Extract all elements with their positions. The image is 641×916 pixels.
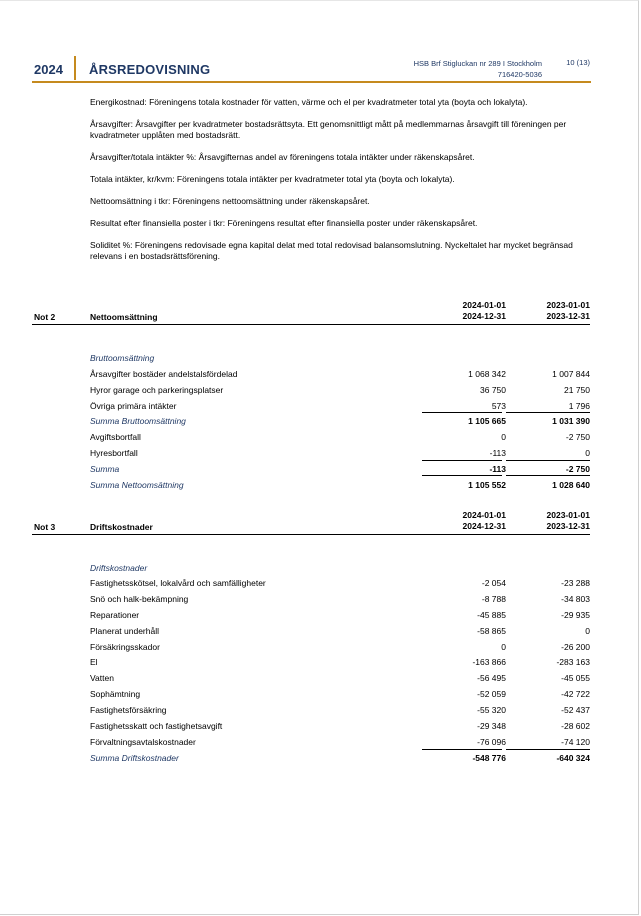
period-from: 2023-01-01 bbox=[546, 300, 590, 310]
table-row bbox=[90, 368, 590, 380]
note-2-period-2023 bbox=[510, 300, 590, 322]
header-organization bbox=[414, 58, 542, 80]
period-to: 2024-12-31 bbox=[462, 521, 506, 531]
note-3-operating-costs bbox=[32, 508, 590, 763]
period-from: 2024-01-01 bbox=[462, 510, 506, 520]
row-label: El bbox=[90, 657, 98, 667]
definition-annual-fees: Årsavgifter: Årsavgifter per kvadratmeter bostadsrättsyta. Ett genomsnittligt mått på medlemmarnas årsavgift till föreningen per kvadratmeter upplåten med bostadsrätt. bbox=[90, 119, 567, 140]
sum-rule bbox=[422, 460, 502, 461]
value-2023: 0 bbox=[585, 626, 590, 636]
definition-total-income: Totala intäkter, kr/kvm: Föreningens totala intäkter per kvadratmeter total yta (boyta och lokalyta). bbox=[90, 174, 455, 184]
period-to: 2023-12-31 bbox=[546, 311, 590, 321]
definition-fees-share: Årsavgifter/totala intäkter %: Årsavgifternas andel av föreningens totala intäkter under räkenskapsåret. bbox=[90, 152, 475, 162]
table-row bbox=[90, 704, 590, 716]
table-row-sum bbox=[90, 415, 590, 427]
note-2-section-label bbox=[90, 352, 590, 364]
table-row bbox=[90, 431, 590, 443]
note-3-period-2024 bbox=[426, 510, 506, 532]
value-2024: -29 348 bbox=[477, 721, 506, 731]
table-row-sum bbox=[90, 752, 590, 764]
period-to: 2023-12-31 bbox=[546, 521, 590, 531]
value-2023: -29 935 bbox=[561, 610, 590, 620]
note-3-number: Not 3 bbox=[34, 522, 56, 532]
definition-net-sales: Nettoomsättning i tkr: Föreningens nettoomsättning under räkenskapsåret. bbox=[90, 196, 370, 206]
value-2023: 21 750 bbox=[564, 385, 590, 395]
row-label: Fastighetsskötsel, lokalvård och samfälligheter bbox=[90, 578, 266, 588]
value-2023: -28 602 bbox=[561, 721, 590, 731]
table-row bbox=[90, 447, 590, 459]
row-label: Vatten bbox=[90, 673, 114, 683]
row-label: Summa Bruttoomsättning bbox=[90, 416, 186, 426]
section-label: Bruttoomsättning bbox=[90, 353, 155, 363]
value-2024: 36 750 bbox=[480, 385, 506, 395]
table-row-sum bbox=[90, 463, 590, 475]
page-number: 10 (13) bbox=[566, 58, 590, 67]
value-2024: -2 054 bbox=[481, 578, 506, 588]
table-row bbox=[90, 609, 590, 621]
value-2023: -2 750 bbox=[565, 432, 590, 442]
value-2023: -52 437 bbox=[561, 705, 590, 715]
header-divider bbox=[74, 56, 76, 80]
value-2023: -640 324 bbox=[556, 753, 590, 763]
row-label: Övriga primära intäkter bbox=[90, 401, 177, 411]
note-2-period-2024 bbox=[426, 300, 506, 322]
note-3-title: Driftskostnader bbox=[90, 522, 153, 532]
key-figure-definitions bbox=[90, 97, 584, 273]
row-label: Planerat underhåll bbox=[90, 626, 159, 636]
table-row bbox=[90, 384, 590, 396]
value-2023: -283 163 bbox=[556, 657, 590, 667]
value-2024: -55 320 bbox=[477, 705, 506, 715]
definition-solidity: Soliditet %: Föreningens redovisade egna kapital delat med total redovisad balansomslutning. Nyckeltalet har mycket begränsad relevans i en bostadsrättsförening. bbox=[90, 240, 573, 261]
period-from: 2024-01-01 bbox=[462, 300, 506, 310]
table-row bbox=[90, 400, 590, 412]
row-label: Hyresbortfall bbox=[90, 448, 138, 458]
value-2023: 1 007 844 bbox=[552, 369, 590, 379]
row-label: Försäkringsskador bbox=[90, 642, 160, 652]
value-2023: 1 796 bbox=[568, 401, 590, 411]
period-to: 2024-12-31 bbox=[462, 311, 506, 321]
table-row bbox=[90, 593, 590, 605]
value-2024: 0 bbox=[501, 642, 506, 652]
sum-rule bbox=[506, 749, 590, 750]
value-2024: -76 096 bbox=[477, 737, 506, 747]
value-2024: -56 495 bbox=[477, 673, 506, 683]
row-label: Avgiftsbortfall bbox=[90, 432, 141, 442]
section-label: Driftskostnader bbox=[90, 563, 148, 573]
value-2023: 1 028 640 bbox=[552, 480, 590, 490]
note-2-net-sales bbox=[32, 298, 590, 490]
value-2023: 0 bbox=[585, 448, 590, 458]
value-2023: -23 288 bbox=[561, 578, 590, 588]
table-row bbox=[90, 720, 590, 732]
sum-rule bbox=[422, 475, 502, 476]
sum-rule bbox=[506, 475, 590, 476]
value-2024: 1 105 665 bbox=[468, 416, 506, 426]
value-2023: -2 750 bbox=[565, 464, 590, 474]
value-2023: -26 200 bbox=[561, 642, 590, 652]
value-2023: 1 031 390 bbox=[552, 416, 590, 426]
value-2024: -163 866 bbox=[472, 657, 506, 667]
value-2023: -34 803 bbox=[561, 594, 590, 604]
note-2-number: Not 2 bbox=[34, 312, 56, 322]
org-name: HSB Brf Stigluckan nr 289 I Stockholm bbox=[413, 59, 542, 68]
table-row bbox=[90, 672, 590, 684]
value-2024: -45 885 bbox=[477, 610, 506, 620]
sum-rule bbox=[506, 412, 590, 413]
row-label: Summa Driftskostnader bbox=[90, 753, 179, 763]
header-rule bbox=[32, 81, 591, 83]
note-3-section-label bbox=[90, 562, 590, 574]
definition-result: Resultat efter finansiella poster i tkr: Föreningens resultat efter finansiella poster under räkenskapsåret. bbox=[90, 218, 478, 228]
row-label: Fastighetsskatt och fastighetsavgift bbox=[90, 721, 223, 731]
value-2024: 0 bbox=[501, 432, 506, 442]
value-2024: -52 059 bbox=[477, 689, 506, 699]
row-label: Årsavgifter bostäder andelstalsfördelad bbox=[90, 369, 238, 379]
page-header bbox=[32, 54, 590, 82]
org-number: 716420-5036 bbox=[497, 70, 542, 79]
table-row bbox=[90, 688, 590, 700]
note-2-header bbox=[32, 298, 590, 325]
row-label: Hyror garage och parkeringsplatser bbox=[90, 385, 224, 395]
value-2024: -548 776 bbox=[472, 753, 506, 763]
value-2024: 1 068 342 bbox=[468, 369, 506, 379]
value-2024: 1 105 552 bbox=[468, 480, 506, 490]
table-row bbox=[90, 656, 590, 668]
row-label: Summa Nettoomsättning bbox=[90, 480, 184, 490]
page-title: ÅRSREDOVISNING bbox=[89, 62, 211, 77]
value-2024: -113 bbox=[489, 464, 506, 474]
note-2-title: Nettoomsättning bbox=[90, 312, 158, 322]
sum-rule bbox=[422, 412, 502, 413]
row-label: Sophämtning bbox=[90, 689, 141, 699]
note-3-period-2023 bbox=[510, 510, 590, 532]
value-2023: -45 055 bbox=[561, 673, 590, 683]
table-row bbox=[90, 736, 590, 748]
value-2024: -58 865 bbox=[477, 626, 506, 636]
table-row bbox=[90, 641, 590, 653]
value-2024: -8 788 bbox=[481, 594, 506, 604]
value-2024: 573 bbox=[491, 401, 506, 411]
value-2024: -113 bbox=[489, 448, 506, 458]
definition-energy-cost: Energikostnad: Föreningens totala kostnader för vatten, värme och el per kvadratmeter total yta (boyta och lokalyta). bbox=[90, 97, 528, 107]
table-row bbox=[90, 625, 590, 637]
value-2023: -74 120 bbox=[561, 737, 590, 747]
table-row bbox=[90, 577, 590, 589]
row-label: Reparationer bbox=[90, 610, 140, 620]
header-year: 2024 bbox=[34, 62, 63, 77]
sum-rule bbox=[422, 749, 502, 750]
row-label: Snö och halk-bekämpning bbox=[90, 594, 189, 604]
row-label: Summa bbox=[90, 464, 120, 474]
note-3-header bbox=[32, 508, 590, 535]
period-from: 2023-01-01 bbox=[546, 510, 590, 520]
sum-rule bbox=[506, 460, 590, 461]
value-2023: -42 722 bbox=[561, 689, 590, 699]
row-label: Fastighetsförsäkring bbox=[90, 705, 167, 715]
row-label: Förvaltningsavtalskostnader bbox=[90, 737, 196, 747]
table-row-sum bbox=[90, 479, 590, 491]
